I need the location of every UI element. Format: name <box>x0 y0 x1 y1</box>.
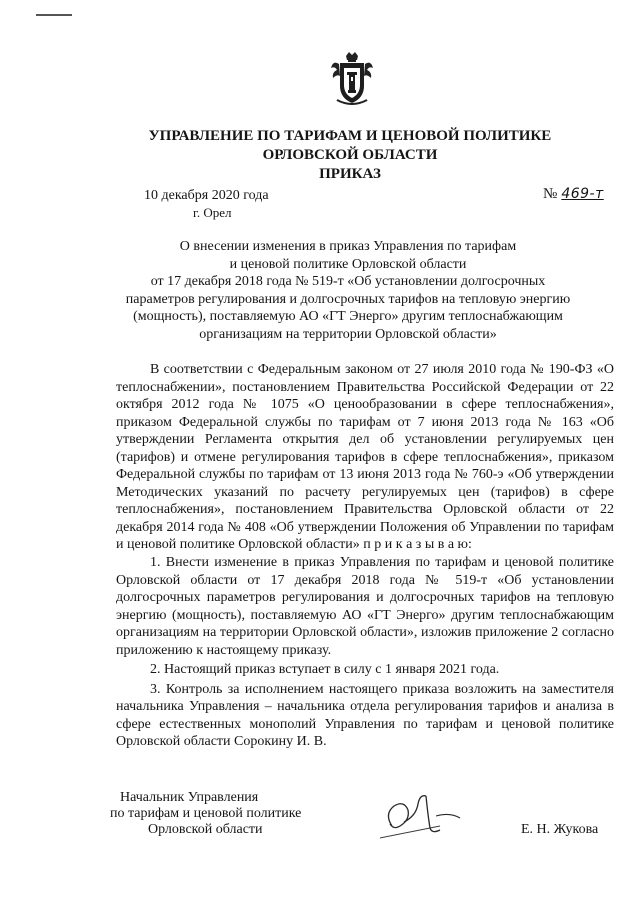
subject-line: от 17 декабря 2018 года № 519-т «Об установлении долгосрочных <box>150 274 546 290</box>
document-number <box>543 186 604 203</box>
signatory-name: Е. Н. Жукова <box>521 822 599 837</box>
document-city: г. Орел <box>193 205 232 220</box>
number-sign: № <box>543 186 558 202</box>
subject-line: О внесении изменения в приказ Управления по тарифам <box>179 239 517 254</box>
signatory-title-line1: Начальник Управления <box>120 790 259 805</box>
order-subject <box>108 238 588 344</box>
preamble-paragraph: В соответствии с Федеральным законом от 27 июля 2010 года № 190-ФЗ «О теплоснабжении», постановлением Правительства Российской Федерации от 22 октября 2012 года № 1075 «О ценообразовании в сфере теплоснабжения», приказом Федеральной службы по тарифам от 7 июня 2013 года № 163 «Об утверждении Регламента открытия дел об установлении регулируемых цен (тарифов) и отмене регулирования тарифов в сфере теплоснабжения», приказом Федеральной службы по тарифам от 13 июня 2013 года № 760-э «Об утверждении Методических указаний по расчету регулируемых цен (тарифов) в сфере теплоснабжения», постановлением Правительства Орловской области от 22 декабря 2014 года № 408 «Об утверждении Положения об Управлении по тарифам и ценовой политике Орловской области» п р и к а з ы в а ю: <box>116 362 614 553</box>
order-item-3: 3. Контроль за исполнением настоящего приказа возложить на заместителя начальника Управления – начальника отдела регулирования тарифов и анализа в сфере естественных монополий Управления по тарифам и ценовой политике Орловской области Сорокину И. В. <box>116 681 614 750</box>
org-title-line2: ОРЛОВСКОЙ ОБЛАСТИ <box>262 147 438 163</box>
subject-line: параметров регулирования и долгосрочных тарифов на тепловую энергию <box>125 291 571 307</box>
subject-line: (мощность), поставляемую АО «ГТ Энерго» другим теплоснабжающим <box>133 309 563 325</box>
signatory-title-line3: Орловской области <box>148 822 263 837</box>
subject-line: организациям на территории Орловской области» <box>199 326 497 342</box>
org-title-line1: УПРАВЛЕНИЕ ПО ТАРИФАМ И ЦЕНОВОЙ ПОЛИТИКЕ <box>148 128 552 144</box>
orel-coat-of-arms-emblem <box>329 50 375 108</box>
document-date: 10 декабря 2020 года <box>144 188 269 203</box>
order-item-2: 2. Настоящий приказ вступает в силу с 1 января 2021 года. <box>150 662 500 678</box>
scan-mark <box>36 14 72 16</box>
document-type-title: ПРИКАЗ <box>319 166 381 182</box>
signatory-title <box>110 790 301 838</box>
subject-line: и ценовой политике Орловской области <box>229 256 467 272</box>
order-body <box>116 361 614 751</box>
handwritten-number: 469-т <box>561 186 604 202</box>
order-item-1: 1. Внести изменение в приказ Управления по тарифам и ценовой политике Орловской области от 17 декабря 2018 года № 519-т «Об установлении долгосрочных параметров регулирования и долгосрочных тарифов на тепловую энергию (мощность), поставляемую АО «ГТ Энерго» другим теплоснабжающим организациям на территории Орловской области», изложив приложение 2 согласно приложению к настоящему приказу. <box>116 555 614 658</box>
handwritten-signature <box>370 786 490 846</box>
signatory-title-line2: по тарифам и ценовой политике <box>110 806 302 821</box>
